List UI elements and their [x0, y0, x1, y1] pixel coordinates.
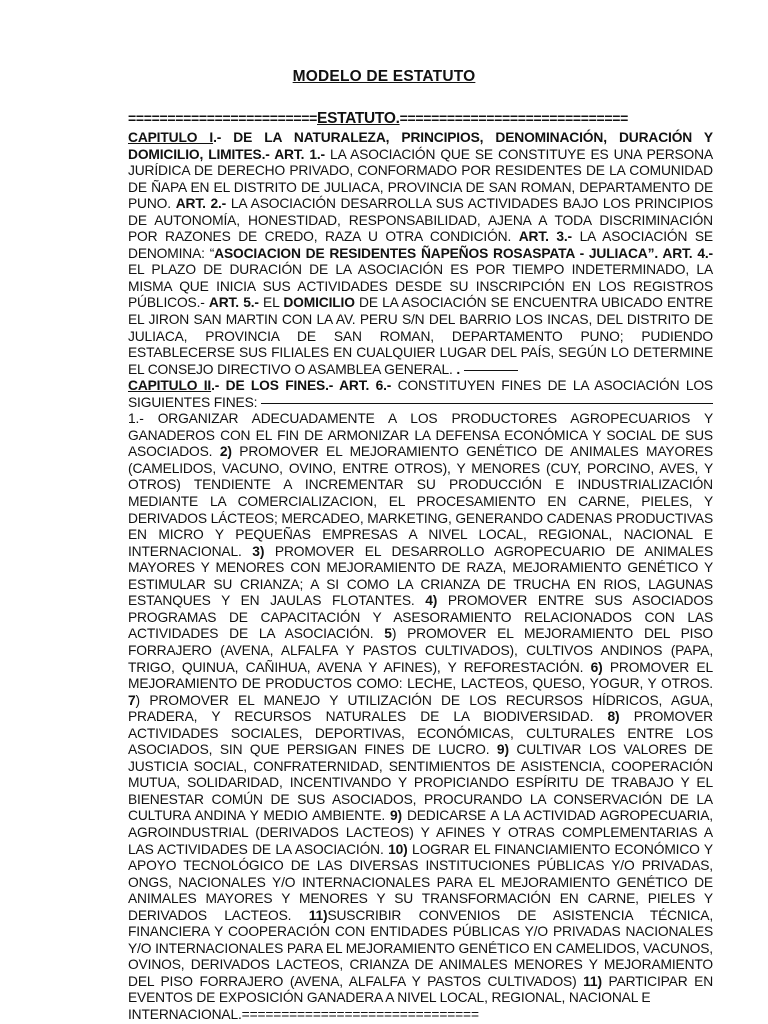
fin-10: LOGRAR EL FINANCIAMIENTO ECONÓMICO Y APOYO TECNOLÓGICO DE LAS DIVERSAS INSTITUCIONES PÚBLICAS Y/O PRIVADAS, ONGS, NACIONALES Y/O INTERNACIONALES PARA EL MEJORAMIENTO GENÉTICO DE ANIMALES MAYORES Y MENORES Y SU TRANSFORMACIÓN EN CARNE, PIELES Y DERIVADOS LACTEOS. — [128, 841, 713, 923]
fin-11b: PARTICIPAR EN EVENTOS DE EXPOSICIÓN GANADERA A NIVEL LOCAL, REGIONAL, NACIONAL E — [128, 973, 714, 1006]
fin-5-number: 5 — [384, 626, 392, 642]
fin-7-number: 7 — [128, 692, 136, 708]
art-5-text: DE LA ASOCIACIÓN SE ENCUENTRA UBICADO ENTRE EL JIRON SAN MARTIN CON LA AV. PERU S/N DEL BARRIO LOS INCAS, DEL DISTRITO DE JULIACA, PROVINCIA DE SAN ROMAN, DEPARTAMENTO PUNO; PUDIENDO ESTABLECERSE SUS FILIALES EN CUALQUIER LUGAR DEL PAÍS, SEGÚN LO DETERMINE EL CONSEJO DIRECTIVO O ASAMBLEA GENERAL. — [128, 295, 713, 377]
fin-11-number: 11) — [308, 907, 328, 923]
chapter-1-heading: CAPITULO I — [128, 130, 214, 145]
chapter-1-heading-rest: .- DE LA NATURALEZA, PRINCIPIOS, DENOMINACIÓN, DURACIÓN Y DOMICILIO, LIMITES.- ART. 1.- — [128, 130, 713, 162]
separator-left: ======================== — [128, 110, 318, 126]
art-3-text: LA ASOCIACIÓN SE DENOMINA: “ — [128, 229, 713, 261]
fin-2: PROMOVER EL MEJORAMIENTO GENÉTICO DE ANIMALES MAYORES (CAMELIDOS, VACUNO, OVINO, ENTRE OTROS), Y MENORES (CUY, PORCINO, AVES, Y OTROS) TENDIENTE A INCREMENTAR SU PRODUCCIÓN E INDUSTRIALIZACIÓN MEDIANTE LA COMERCIALIZACION, EL PROCESAMIENTO EN CARNE, PIELES, Y DERIVADOS LÁCTEOS; MERCADEO, MARKETING, GENERANDO CADENAS PRODUCTIVAS EN MICRO Y PEQUEÑAS EMPRESAS A NIVEL LOCAL, REGIONAL, NACIONAL E INTERNACIONAL. — [128, 444, 713, 559]
fin-4-number: 4) — [425, 593, 438, 609]
chapter-2-intro-rule — [261, 403, 713, 404]
fin-6: PROMOVER EL MEJORAMIENTO DE PRODUCTOS COMO: LECHE, LACTEOS, QUESO, YOGUR, Y OTROS. — [128, 659, 713, 692]
fin-9b: DEDICARSE A LA ACTIVIDAD AGROPECUARIA, AGROINDUSTRIAL (DERIVADOS LACTEOS) Y AFINES Y OTRAS COMPLEMENTARIAS A LAS ACTIVIDADES DE LA ASOCIACIÓN. — [128, 808, 713, 857]
fin-10-number: 10) — [388, 841, 408, 857]
fin-11: SUSCRIBIR CONVENIOS DE ASISTENCIA TÉCNICA, FINANCIERA Y COOPERACIÓN CON ENTIDADES PÚBLICAS Y/O PRIVADAS NACIONALES Y/O INTERNACIONALES PARA EL MEJORAMIENTO GENÉTICO EN CAMELIDOS, VACUNOS, OVINOS, DERIVADOS LACTEOS, CRIANZA DE ANIMALES MENORES Y MEJORAMIENTO DEL PISO FORRAJERO (AVENA, ALFALFA Y PASTOS CULTIVADOS) — [128, 907, 714, 989]
chapter-2-heading: CAPITULO II — [128, 378, 212, 394]
fin-9: CULTIVAR LOS VALORES DE JUSTICIA SOCIAL, CONFRATERNIDAD, SENTIMIENTOS DE ASISTENCIA, COOPERACIÓN MUTUA, SOLIDARIDAD, INCENTIVANDO Y PROPICIANDO ESPÍRITU DE TRABAJO Y EL BIENESTAR COMÚN DE SUS ASOCIADOS, PROCURANDO LA CONSERVACIÓN DE LA CULTURA ANDINA Y MEDIO AMBIENTE. — [128, 742, 713, 824]
art-5-label: ART. 5.- — [208, 295, 259, 311]
art-2-label: ART. 2.- — [175, 196, 227, 212]
fin-9-number: 9) — [496, 742, 509, 758]
art-1-text: LA ASOCIACIÓN QUE SE CONSTITUYE ES UNA PERSONA JURÍDICA DE DERECHO PRIVADO, CONFORMADO POR RESIDENTES DE LA COMUNIDAD DE ÑAPA EN EL DISTRITO DE JULIACA, PROVINCIA DE SAN ROMAN, DEPARTAMENTO DE PUNO. — [128, 146, 714, 212]
document-body — [128, 130, 713, 1024]
fines-paragraph — [128, 411, 713, 1007]
fin-4: PROMOVER ENTRE SUS ASOCIADOS PROGRAMAS DE CAPACITACIÓN Y ASESORAMIENTO RELACIONADOS CON LAS ACTIVIDADES DE LA ASOCIACIÓN. — [128, 593, 713, 642]
separator-right: ============================= — [399, 110, 628, 126]
association-name: ASOCIACION DE RESIDENTES ÑAPEÑOS ROSASPATA - JULIACA”. ART. 4.- — [214, 245, 713, 261]
art-4-text: EL PLAZO DE DURACIÓN DE LA ASOCIACIÓN ES POR TIEMPO INDETERMINADO, LA MISMA QUE INICIA SUS ACTIVIDADES DESDE SU INSCRIPCIÓN EN LOS REGISTROS PÚBLICOS.- — [128, 262, 713, 311]
fin-9b-number: 9) — [390, 808, 402, 824]
chapter-1-end-mark: . — [456, 361, 461, 377]
fin-2-number: 2) — [219, 444, 232, 460]
art-5-domicilio: DOMICILIO — [283, 295, 355, 311]
fin-3-number: 3) — [252, 543, 265, 559]
estatuto-separator — [128, 110, 713, 128]
art-5-el: EL — [258, 295, 284, 311]
art-2-text: LA ASOCIACIÓN DESARROLLA SUS ACTIVIDADES BAJO LOS PRINCIPIOS DE AUTONOMÍA, HONESTIDAD, RESPONSABILIDAD, AJENA A TODA DISCRIMINACIÓN POR RAZONES DE CREDO, RAZA U OTRA CONDICIÓN. — [128, 196, 713, 245]
fin-8: PROMOVER ACTIVIDADES SOCIALES, DEPORTIVAS, ECONÓMICAS, CULTURALES ENTRE LOS ASOCIADOS, SIN QUE PERSIGAN FINES DE LUCRO. — [128, 709, 713, 758]
chapter-2-intro-text: CONSTITUYEN FINES DE LA ASOCIACIÓN LOS SIGUIENTES FINES: — [128, 378, 713, 410]
separator-title: ESTATUTO. — [317, 110, 400, 127]
chapter-1-paragraph — [128, 130, 713, 378]
closing-line: INTERNACIONAL.============================== — [128, 1006, 479, 1022]
art-3-label: ART. 3.- — [518, 229, 572, 245]
chapter-2-heading-rest: .- DE LOS FINES.- ART. 6.- — [211, 378, 392, 394]
fin-5: ) PROMOVER EL MEJORAMIENTO DEL PISO FORRAJERO (AVENA, ALFALFA Y PASTOS CULTIVADOS), CULTIVOS ANDINOS (PAPA, TRIGO, QUINUA, CAÑIHUA, AVENA Y AFINES), Y REFORESTACIÓN. — [128, 626, 713, 675]
chapter-1-end-rule — [464, 370, 518, 371]
fin-1: 1.- ORGANIZAR ADECUADAMENTE A LOS PRODUCTORES AGROPECUARIOS Y GANADEROS CON EL FIN DE ARMONIZAR LA DEFENSA ECONÓMICA Y SOCIAL DE SUS ASOCIADOS. — [128, 411, 713, 460]
chapter-2-intro — [128, 378, 713, 411]
fin-3: PROMOVER EL DESARROLLO AGROPECUARIO DE ANIMALES MAYORES Y MENORES CON MEJORAMIENTO DE RAZA, MEJORAMIENTO GENÉTICO Y ESTIMULAR SU CRIANZA; A SI COMO LA CRIANZA DE TRUCHA EN RIOS, LAGUNAS ESTANQUES Y EN JAULAS FLOTANTES. — [128, 543, 714, 609]
fin-8-number: 8) — [607, 709, 620, 725]
fin-7: ) PROMOVER EL MANEJO Y UTILIZACIÓN DE LOS RECURSOS HÍDRICOS, AGUA, PRADERA, Y RECURSOS NATURALES DE LA BIODIVERSIDAD. — [128, 692, 713, 725]
fin-6-number: 6) — [590, 659, 603, 675]
fin-11b-number: 11) — [583, 973, 602, 989]
document-title: MODELO DE ESTATUTO — [292, 68, 476, 85]
